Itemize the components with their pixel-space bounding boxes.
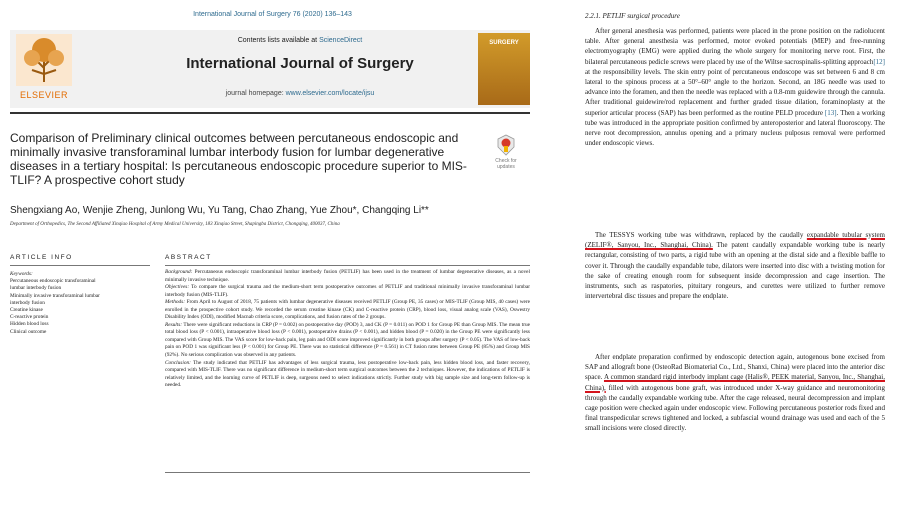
- reference-link[interactable]: [12]: [873, 57, 885, 66]
- keyword-item: Percutaneous endoscopic transforaminal: [10, 278, 96, 285]
- keywords-block: [10, 271, 150, 336]
- keyword-item: Clinical outcome: [10, 328, 47, 335]
- keyword-item: Hidden blood loss: [10, 321, 49, 328]
- section-heading: 2.2.1. PETLIF surgical procedure: [585, 12, 680, 20]
- paper-title: Comparison of Preliminary clinical outcomes between percutaneous endoscopic and minimally invasive transforaminal lumbar interbody fusion for lumbar degenerative diseases in a tertiary hospital: Is percutaneous endoscopic procedure superior to MIS-TLIF? A prospective cohort study: [10, 131, 467, 187]
- publisher-name: ELSEVIER: [19, 90, 69, 100]
- keyword-item: lumbar interbody fusion: [10, 285, 62, 292]
- homepage-link[interactable]: www.elsevier.com/locate/ijsu: [285, 90, 375, 97]
- abstract-body: [165, 269, 530, 390]
- procedure-paragraph-2: The TESSYS working tube was withdrawn, replaced by the caudally expandable tubular system (ZELIF®, Sanyou, Inc., Shanghai, China). The patent caudally expandable working tube is nearly rectangular, consisting of two parts, a rigid tube with an opening at the distal side and a flexible baffle to cover it. Through the caudally expandable tube, dilators were inserted into disc with a twisting motion for the sake of creating enough room for subsequent inside decompression and cage insertion. The instruments, such as raspatories, pituitary rongeurs, and curettes were utilized to further remove intervertebral disc tissues and prepare the endplate.: [585, 231, 886, 301]
- cover-title: SURGERY: [489, 40, 519, 46]
- contents-prefix: Contents lists available at: [237, 37, 320, 44]
- keyword-item: Minimally invasive transforaminal lumbar: [10, 292, 100, 299]
- article-info-heading: ARTICLE INFO: [10, 254, 73, 261]
- header-rule: [10, 112, 530, 114]
- contents-line: [120, 37, 480, 44]
- crossmark-icon[interactable]: [497, 134, 515, 156]
- procedure-paragraph-1: After general anesthesia was performed, patients were placed in the prone position on the radiolucent table. After general anesthesia was performed, motor evoked potentials (MEP) and free-running electromyography (EMG) were applied during the whole surgery for monitoring nerve root. First, the bilateral percutaneous pedicle screws were placed by use of the Wiltse sacrospinalis-splitting approach[12] at the responsibility levels. The skin entry point of percutaneous endoscope was set between 6 and 8 cm lateral to the spinous process at a 50°–60° angle to the horizon. Second, an 18G needle was used to advance into the foramen, and then the needle was replaced with a 0.8-mm guidewire through the cannula. After traditional guidewire/rod replacement and further graded tissue dilation, foraminoplasty at the superior articular process (SAP) has been performed as the routine PELD procedure [13]. Then a working tube was introduced in the appropriate position confirmed by anteroposterior and lateral fluoroscopy. The nerve root decompression, annulus opening and a primary nucleus pulposus removal were performed under endoscopic views.: [585, 27, 885, 148]
- reference-link[interactable]: [13]: [824, 108, 837, 117]
- keyword-item: C-reactive protein: [10, 314, 49, 321]
- abstract-conclusion: Conclusion: The study indicated that PETLIF has advantages of less surgical trauma, less postoperative low-back pain, less hidden blood loss, and faster recovery, compared with MIS-TLIF. There was no significant difference in medium-short term surgical outcomes between the 2 techniques. However, the indications of PETLIF is relatively limited, and the learning curve of PETLIF is deep, surgeons need to select indications strictly. Further study with big sample size and long-term follow-up is needed.: [165, 359, 530, 389]
- author-list: Shengxiang Ao, Wenjie Zheng, Junlong Wu, Yu Tang, Chao Zhang, Yue Zhou*, Changqing Li**: [10, 205, 429, 216]
- underlined-cage-name: A common standard rigid interbody implant cage (Halis®, PEEK material, Sanyou, Inc., Shanghai, China),: [585, 373, 885, 392]
- abstract-results: Results: There were significant reductions in CRP (P = 0.002) on postoperative day (POD) 3, and CK (P = 0.011) on POD 1 for Group PE than Group MIS. The mean true total blood loss (P < 0.001), intraoperative blood loss (P < 0.001), postoperative drains (P < 0.001), and hidden blood (P = 0.020) in the Group PE were significantly less compared with Group MIS. The VAS score for low-back pain, leg pain and ODI score improved significantly in both groups after surgery (P < 0.05). The VAS of low-back pain on POD 1 was significant less (P < 0.001) for Group PE. There was no statistical difference (P = 0.561) in CT fusion rates between Group PE (85%) and Group MIS (92%). No serious complication was observed in any patients.: [165, 321, 530, 359]
- keyword-item: Creatine kinase: [10, 307, 43, 314]
- journal-name: International Journal of Surgery: [186, 55, 414, 72]
- keywords-heading: Keywords:: [10, 271, 33, 277]
- abstract-rule: [165, 265, 530, 266]
- abstract-heading: ABSTRACT: [165, 254, 212, 261]
- procedure-paragraph-3: After endplate preparation confirmed by endoscopic detection again, autogenous bone excised from SAP and allograft bone (OsteoRad Biomaterial Co., Ltd., Shanxi, China) were placed into the anterior disc space. A common standard rigid interbody implant cage (Halis®, PEEK material, Sanyou, Inc., Shanghai, China), filled with autogenous bone graft, was introduced under X-way guidance and neuromonitoring through the caudally expandable working tube. After the cage released, neural decompression and implant cage position were checked again under endoscopic view. Following percutaneous posterior rods fixed and final transpedicular screws tightened and locked, a subfascial wound drainage was used and each of the 5 small incisions were closed directly.: [585, 353, 885, 433]
- abstract-objectives: Objectives: To compare the surgical trauma and the medium-short term postoperative outcomes of PETLIF and traditional minimally invasive transforaminal lumbar interbody fusion (MIS-TLIF).: [165, 284, 530, 298]
- crossmark-label: Check for updates: [495, 158, 517, 170]
- abstract-bottom-rule: [165, 472, 530, 473]
- homepage-line: [120, 90, 480, 97]
- abstract-methods: Methods: From April to August of 2018, 75 patients with lumbar degenerative diseases received PETLIF (Group PE, 35 cases) or MIS-TLIF (Group MIS, 40 cases) were enrolled in the prospective cohort study. We recorded the serum creatine kinase (CK) and C-reactive protein (CRP), blood loss, visual analog scale (VAS), Oswestry Disability Index (ODI), modified Macnab criteria score, complications, and fusion rates of the 2 groups.: [165, 299, 530, 321]
- journal-reference[interactable]: International Journal of Surgery 76 (2020) 136–143: [193, 11, 352, 18]
- keyword-item: interbody fusion: [10, 299, 45, 306]
- article-info-rule: [10, 265, 150, 266]
- abstract-background: Background: Percutaneous endoscopic transforaminal lumbar interbody fusion (PETLIF) has been used in the treatment of lumbar degenerative diseases, as a novel minimally invasive technique.: [165, 269, 530, 283]
- homepage-prefix: journal homepage:: [225, 90, 286, 97]
- underlined-system-name: expandable tubular system (ZELIF®, Sanyou, Inc., Shanghai, China).: [585, 231, 885, 250]
- affiliation: Department of Orthopedics, The Second Affiliated Xinqiao Hospital of Army Medical University, 183 Xinqiao Street, Shapingba District, Chongqing, 400037, China: [10, 222, 340, 227]
- sciencedirect-link[interactable]: ScienceDirect: [319, 37, 363, 44]
